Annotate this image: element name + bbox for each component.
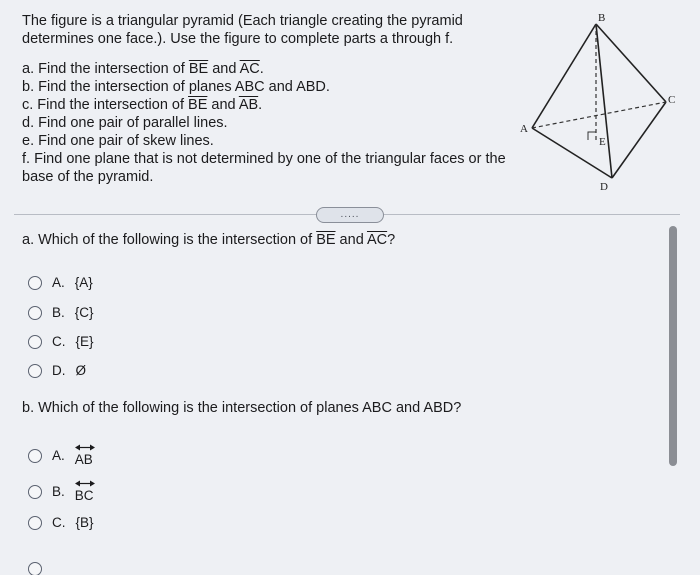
part-d: d. Find one pair of parallel lines. bbox=[22, 115, 228, 131]
question-b-prompt: b. Which of the following is the intersection of planes ABC and ABD? bbox=[22, 400, 462, 416]
question-a-option-c[interactable]: C. {E} bbox=[28, 334, 94, 349]
option-value: {C} bbox=[74, 305, 94, 320]
problem-parts bbox=[22, 60, 522, 186]
right-angle-mark bbox=[588, 132, 596, 140]
double-arrow-icon bbox=[75, 480, 95, 487]
part-b: b. Find the intersection of planes ABC and ABD. bbox=[22, 79, 330, 95]
scrollbar-thumb[interactable] bbox=[669, 226, 677, 466]
radio-button[interactable] bbox=[28, 485, 42, 499]
label-a: A bbox=[520, 123, 528, 135]
question-a-option-d[interactable]: D. Ø bbox=[28, 363, 86, 378]
line-bc: BC bbox=[75, 480, 94, 503]
edge-bc bbox=[596, 24, 666, 102]
pyramid-figure bbox=[512, 8, 692, 193]
radio-button[interactable] bbox=[28, 335, 42, 349]
edge-cd bbox=[612, 102, 666, 178]
segment-ac: $\overline{AC}$ bbox=[366, 232, 388, 248]
part-c: c. Find the intersection of $\overline{BE}$ and $\overline{AB}$. bbox=[22, 97, 263, 113]
option-value: Ø bbox=[75, 363, 87, 378]
double-arrow-icon bbox=[75, 444, 95, 451]
option-value: {A} bbox=[74, 275, 93, 290]
section-divider bbox=[0, 205, 700, 225]
question-b-option-d-partial[interactable] bbox=[28, 562, 52, 575]
question-a-option-b[interactable]: B. {C} bbox=[28, 305, 94, 320]
option-value: {E} bbox=[75, 334, 94, 349]
radio-button[interactable] bbox=[28, 449, 42, 463]
edge-bd bbox=[596, 24, 612, 178]
edge-ac-hidden bbox=[532, 102, 666, 128]
radio-button[interactable] bbox=[28, 306, 42, 320]
question-a-option-a[interactable]: A. {A} bbox=[28, 275, 93, 290]
radio-button[interactable] bbox=[28, 276, 42, 290]
option-value: {B} bbox=[75, 515, 94, 530]
label-c: C bbox=[668, 94, 676, 106]
label-b: B bbox=[598, 12, 606, 24]
segment-ac: $\overline{AC}$ bbox=[239, 61, 260, 77]
edge-ba bbox=[532, 24, 596, 128]
segment-be: $\overline{BE}$ bbox=[316, 232, 336, 248]
segment-be: $\overline{BE}$ bbox=[188, 97, 208, 113]
part-a: a. Find the intersection of $\overline{BE}$ and $\overline{AC}$. bbox=[22, 61, 264, 77]
question-b-option-a[interactable]: A. AB bbox=[28, 444, 93, 467]
question-b-option-b[interactable]: B. BC bbox=[28, 480, 94, 503]
radio-button[interactable] bbox=[28, 562, 42, 575]
segment-ab: $\overline{AB}$ bbox=[238, 97, 259, 113]
segment-be: $\overline{BE}$ bbox=[188, 61, 209, 77]
label-d: D bbox=[600, 181, 608, 193]
question-b-option-c[interactable]: C. {B} bbox=[28, 515, 94, 530]
part-e: e. Find one pair of skew lines. bbox=[22, 133, 214, 149]
expand-button[interactable]: ..... bbox=[316, 207, 384, 223]
problem-intro: The figure is a triangular pyramid (Each triangle creating the pyramid determines one face.). Use the figure to complete parts a through f. bbox=[22, 13, 463, 47]
question-a-prompt: a. Which of the following is the intersection of $\overline{BE}$ and $\overline{AC}$? bbox=[22, 232, 396, 248]
problem-statement bbox=[22, 12, 522, 186]
radio-button[interactable] bbox=[28, 516, 42, 530]
radio-button[interactable] bbox=[28, 364, 42, 378]
line-ab: AB bbox=[75, 444, 93, 467]
label-e: E bbox=[599, 136, 606, 148]
part-f: f. Find one plane that is not determined by one of the triangular faces or the base of the pyramid. bbox=[22, 151, 506, 185]
